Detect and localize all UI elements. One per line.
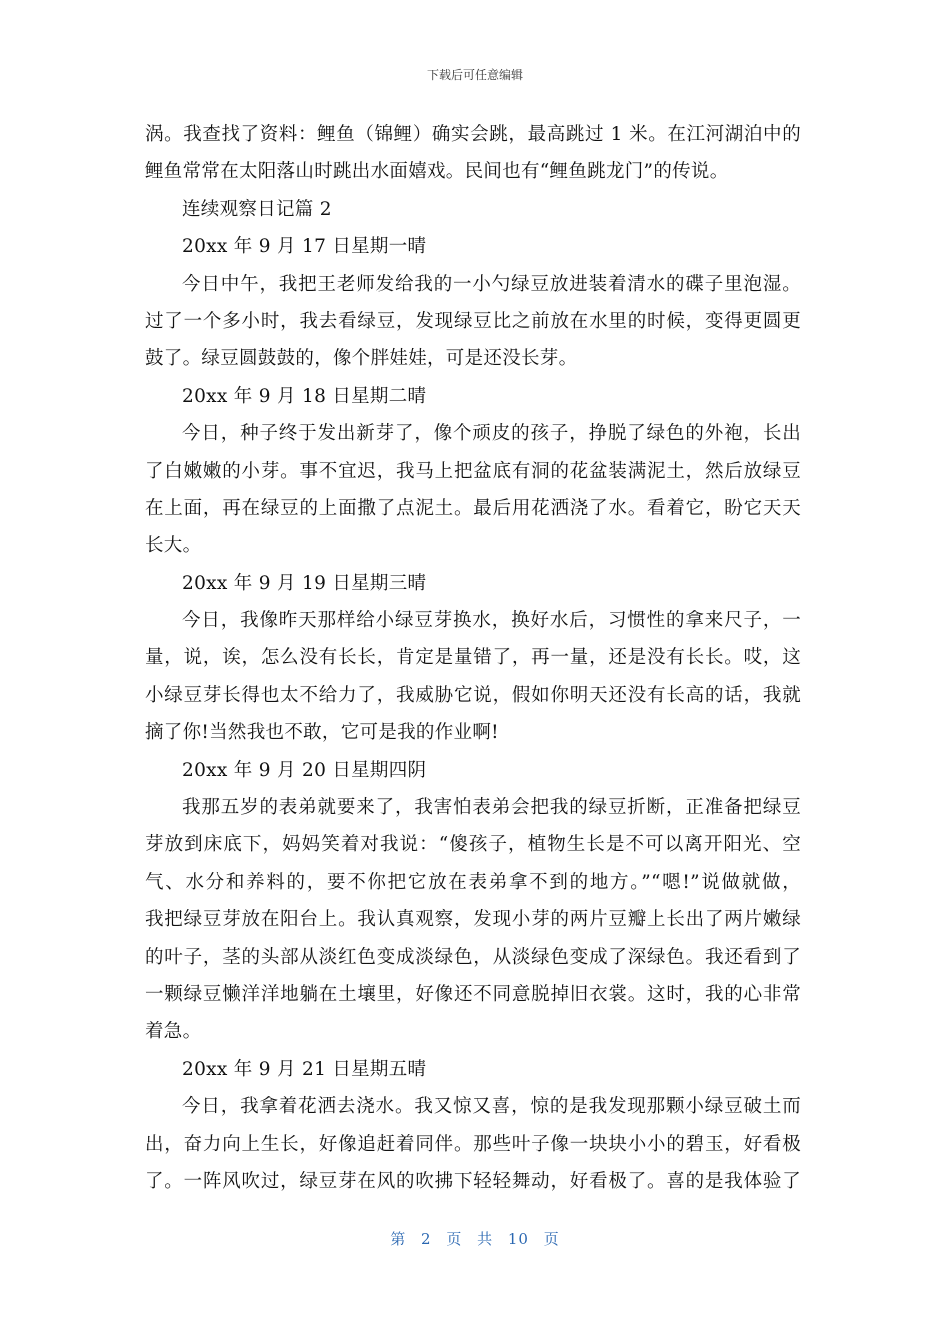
diary-date: 20xx 年 9 月 19 日星期三晴 <box>182 572 427 594</box>
body-line: 我那五岁的表弟就要来了，我害怕表弟会把我的绿豆折断，正准备把绿豆 <box>182 797 801 819</box>
body-line: 今日，我像昨天那样给小绿豆芽换水，换好水后，习惯性的拿来尺子，一 <box>182 610 801 632</box>
body-line: 今日，我拿着花洒去浇水。我又惊又喜，惊的是我发现那颗小绿豆破土而 <box>182 1096 801 1118</box>
diary-date: 20xx 年 9 月 17 日星期一晴 <box>182 236 427 258</box>
body-line: 着急。 <box>145 1021 202 1043</box>
body-line: 长大。 <box>145 535 202 557</box>
body-line: 气、水分和养料的，要不你把它放在表弟拿不到的地方。”“嗯!”说做就做， <box>145 871 801 893</box>
body-line: 在上面，再在绿豆的上面撒了点泥土。最后用花洒浇了水。看着它，盼它天天 <box>145 497 801 519</box>
body-line: 了白嫩嫩的小芽。事不宜迟，我马上把盆底有洞的花盆装满泥土，然后放绿豆 <box>145 460 801 482</box>
body-line: 小绿豆芽长得也太不给力了，我威胁它说，假如你明天还没有长高的话，我就 <box>145 684 801 706</box>
body-line: 鲤鱼常常在太阳落山时跳出水面嬉戏。民间也有“鲤鱼跳龙门”的传说。 <box>145 161 729 183</box>
body-line: 摘了你!当然我也不敢，它可是我的作业啊! <box>145 722 499 744</box>
body-line: 一颗绿豆懒洋洋地躺在土壤里，好像还不同意脱掉旧衣裳。这时，我的心非常 <box>145 983 801 1005</box>
document-body <box>145 116 801 1200</box>
body-line: 出，奋力向上生长，好像追赶着同伴。那些叶子像一块块小小的碧玉，好看极 <box>145 1133 801 1155</box>
body-line: 我把绿豆芽放在阳台上。我认真观察，发现小芽的两片豆瓣上长出了两片嫩绿 <box>145 909 801 931</box>
body-line: 量，说，诶，怎么没有长长，肯定是量错了，再一量，还是没有长长。哎，这 <box>145 647 801 669</box>
diary-date: 20xx 年 9 月 18 日星期二晴 <box>182 385 427 407</box>
section-heading: 连续观察日记篇 2 <box>182 198 332 220</box>
body-line: 的叶子，茎的头部从淡红色变成淡绿色，从淡绿色变成了深绿色。我还看到了 <box>145 946 801 968</box>
body-line: 芽放到床底下，妈妈笑着对我说：“傻孩子，植物生长是不可以离开阳光、空 <box>145 834 801 856</box>
body-line: 了。一阵风吹过，绿豆芽在风的吹拂下轻轻舞动，好看极了。喜的是我体验了 <box>145 1170 801 1192</box>
page-number-footer: 第 2 页 共 10 页 <box>390 1230 560 1248</box>
body-line: 过了一个多小时，我去看绿豆，发现绿豆比之前放在水里的时候，变得更圆更 <box>145 310 801 332</box>
body-line: 今日，种子终于发出新芽了，像个顽皮的孩子，挣脱了绿色的外袍，长出 <box>182 423 801 445</box>
page-header: 下载后可任意编辑 <box>426 68 523 82</box>
diary-date: 20xx 年 9 月 20 日星期四阴 <box>182 759 427 781</box>
body-line: 今日中午，我把王老师发给我的一小勺绿豆放进装着清水的碟子里泡湿。 <box>182 273 801 295</box>
body-line: 鼓了。绿豆圆鼓鼓的，像个胖娃娃，可是还没长芽。 <box>145 348 578 370</box>
diary-date: 20xx 年 9 月 21 日星期五晴 <box>182 1058 427 1080</box>
body-line: 涡。我查找了资料：鲤鱼（锦鲤）确实会跳，最高跳过 1 米。在江河湖泊中的 <box>145 124 801 145</box>
